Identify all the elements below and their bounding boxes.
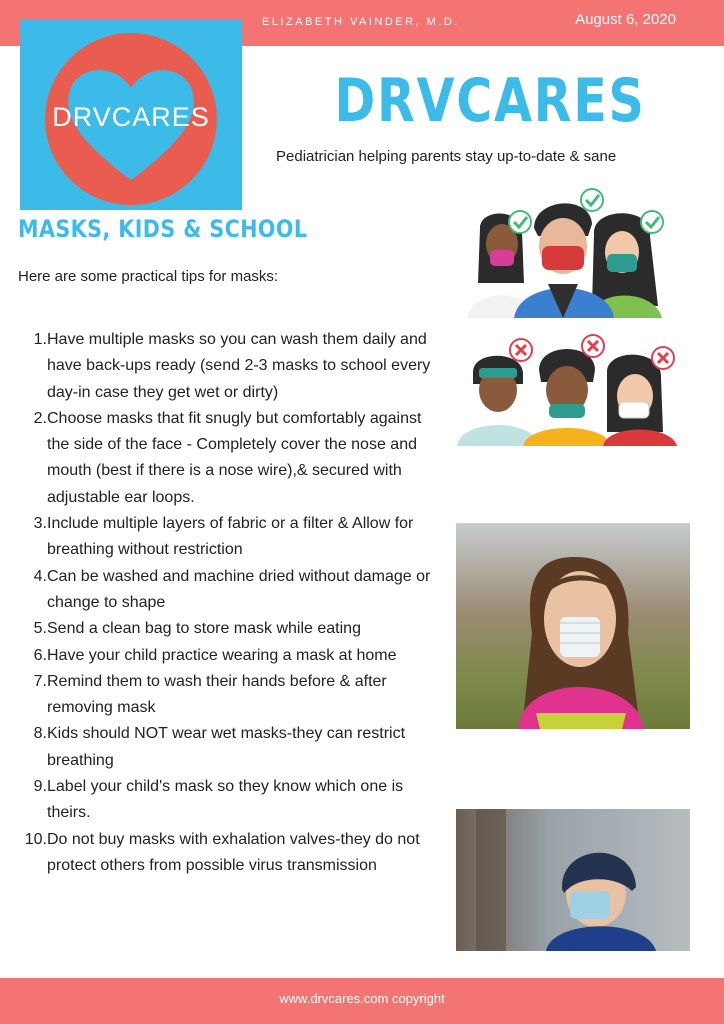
list-text: Label your child's mask so they know which one is theirs. — [47, 778, 404, 822]
list-item — [12, 721, 442, 774]
list-item — [12, 774, 442, 827]
list-number: 8. — [33, 725, 47, 743]
list-item — [12, 643, 442, 669]
footer-bar — [0, 978, 724, 1024]
list-number: 9. — [33, 778, 47, 796]
list-number: 7. — [33, 672, 47, 690]
logo-text: DRVCARES — [52, 102, 210, 132]
list-text: Choose masks that fit snugly but comfortably against the side of the face - Completely cover the nose and mouth (best if there is a nose wire),& secured with adjustable ear loops. — [47, 409, 422, 506]
list-text: Do not buy masks with exhalation valves-they do not protect others from possible virus transmission — [47, 830, 420, 874]
heart-logo-icon — [20, 20, 242, 210]
intro-text: Here are some practical tips for masks: — [18, 268, 279, 285]
list-number: 4. — [33, 567, 47, 585]
correct-mask-illustration — [462, 188, 674, 318]
list-number: 5. — [33, 620, 47, 638]
brand-title: DRVCARES — [334, 66, 646, 136]
list-item — [12, 827, 442, 880]
list-item — [12, 511, 442, 564]
list-number: 6. — [33, 646, 47, 664]
list-item — [12, 616, 442, 642]
tagline: Pediatrician helping parents stay up-to-date & sane — [276, 148, 617, 165]
list-item — [12, 327, 442, 406]
list-number: 3. — [33, 515, 47, 533]
boy-mask-photo — [456, 809, 690, 951]
list-number: 1. — [33, 331, 47, 348]
list-text: Include multiple layers of fabric or a filter & Allow for breathing without restriction — [47, 515, 414, 559]
section-heading: MASKS, KIDS & SCHOOL — [18, 215, 308, 243]
tips-list — [12, 327, 442, 879]
list-text: Can be washed and machine dried without damage or change to shape — [47, 567, 431, 611]
list-item — [12, 669, 442, 722]
author-name: ELIZABETH VAINDER, M.D. — [262, 16, 460, 28]
list-item — [12, 564, 442, 617]
list-text: Have multiple masks so you can wash them daily and have back-ups ready (send 2-3 masks to school every day-in case they get wet or dirty) — [47, 331, 431, 401]
list-text: Have your child practice wearing a mask at home — [47, 646, 397, 664]
list-item — [12, 406, 442, 511]
list-text: Send a clean bag to store mask while eating — [47, 620, 361, 638]
incorrect-mask-illustration — [457, 332, 679, 446]
publish-date: August 6, 2020 — [575, 11, 676, 28]
logo — [20, 20, 242, 210]
list-number: 10. — [24, 830, 47, 848]
list-text: Remind them to wash their hands before & after removing mask — [47, 672, 387, 717]
footer-text: www.drvcares.com copyright — [279, 991, 445, 1006]
list-number: 2. — [33, 409, 47, 427]
list-text: Kids should NOT wear wet masks-they can restrict breathing — [47, 725, 406, 769]
girl-mask-photo — [456, 523, 690, 729]
